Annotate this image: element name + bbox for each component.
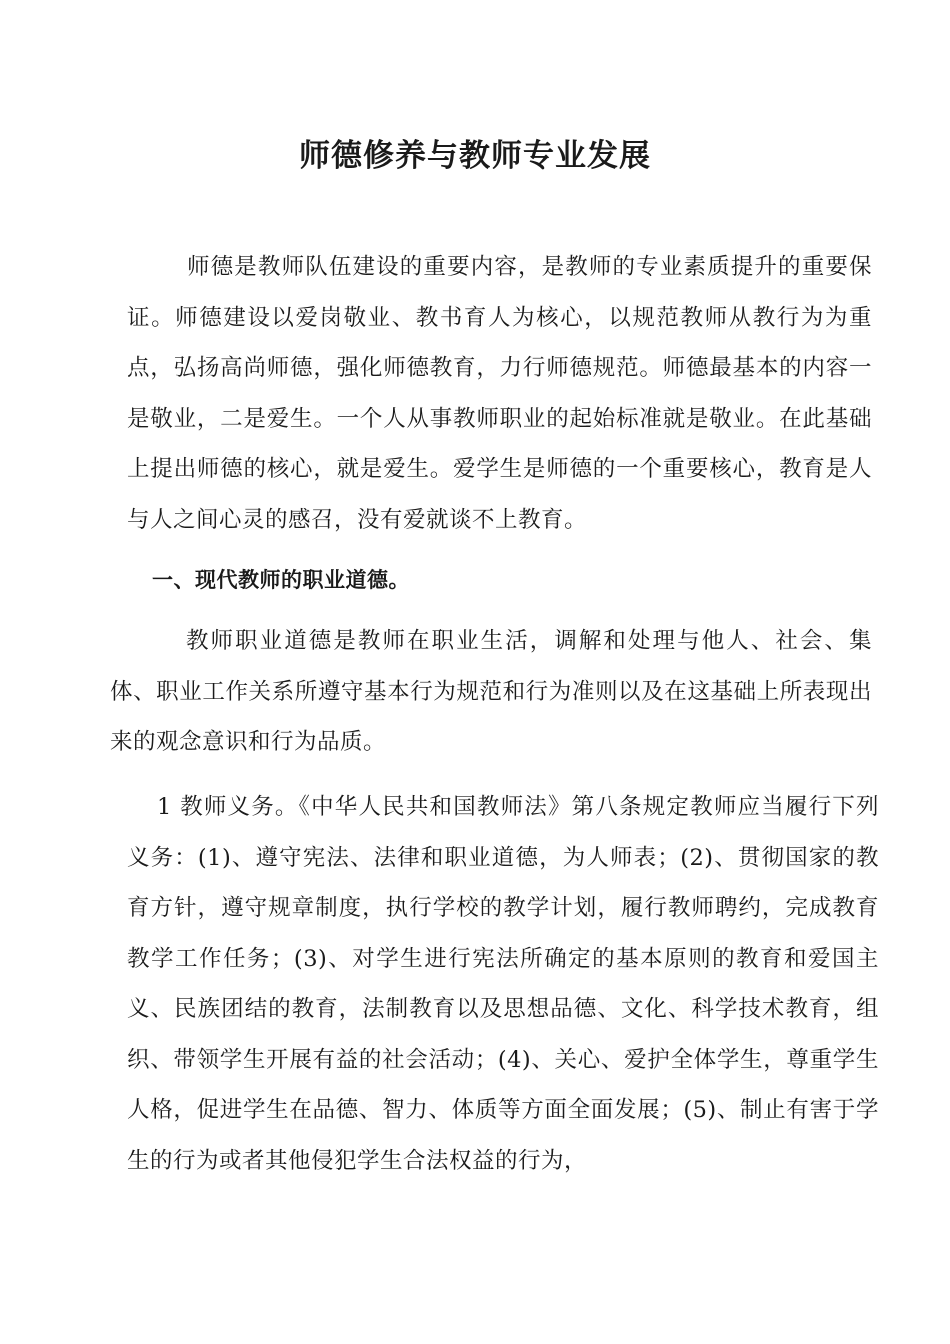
document-title: 师德修养与教师专业发展	[299, 138, 651, 174]
intro-paragraph: 师德是教师队伍建设的重要内容，是教师的专业素质提升的重要保证。师德建设以爱岗敬业、教书育人为核心，以规范教师从教行为为重点，弘扬高尚师德，强化师德教育，力行师德规范。师德最基本的内容一是敬业，二是爱生。一个人从事教师职业的起始标准就是敬业。在此基础上提出师德的核心，就是爱生。爱学生是师德的一个重要核心，教育是人与人之间心灵的感召，没有爱就谈不上教育。	[127, 254, 872, 533]
teacher-duties-paragraph: 1 教师义务。《中华人民共和国教师法》第八条规定教师应当履行下列义务：(1)、遵守宪法、法律和职业道德，为人师表；(2)、贯彻国家的教育方针，遵守规章制度，执行学校的教学计划，履行教师聘约，完成教育教学工作任务；(3)、对学生进行宪法所确定的基本原则的教育和爱国主义、民族团结的教育，法制教育以及思想品德、文化、科学技术教育，组织、带领学生开展有益的社会活动；(4)、关心、爱护全体学生，尊重学生人格，促进学生在品德、智力、体质等方面全面发展；(5)、制止有害于学生的行为或者其他侵犯学生合法权益的行为，	[127, 794, 879, 1174]
definition-paragraph: 教师职业道德是教师在职业生活，调解和处理与他人、社会、集体、职业工作关系所遵守基本行为规范和行为准则以及在这基础上所表现出来的观念意识和行为品质。	[110, 628, 872, 755]
section-heading: 一、现代教师的职业道德。	[152, 568, 410, 592]
